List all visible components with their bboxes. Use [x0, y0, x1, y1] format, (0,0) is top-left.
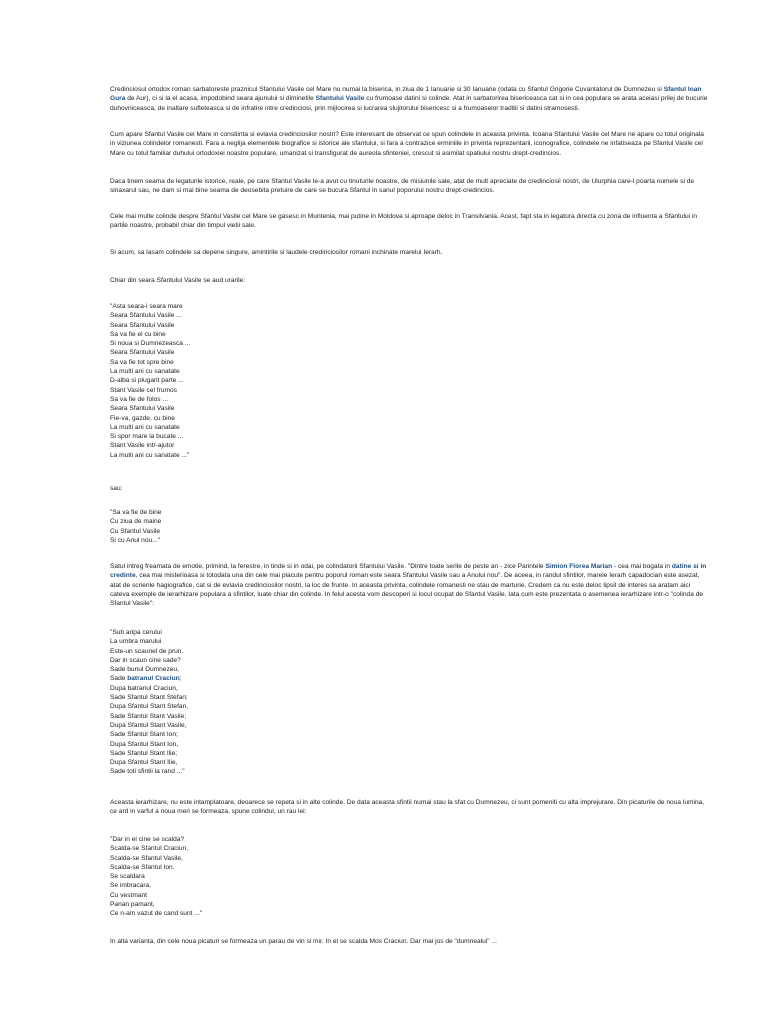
- poem-text: La multi ani cu sanatate: [110, 423, 180, 431]
- paragraph-legaturi: Daca tinem seama de legaturile istorice, reale, pe care Sfantul Vasile le-a avut cu tinuturile noastre, de misiunile sale, atat de mult apreciate de credinciosii nostri, de Ulurphia care-l poarta numele si de sinaxarul sau, ne dam si mai bine seama de deosebita pretuire de care se bucura Sfantul in sanul poporului nostru drept-credincios.: [110, 178, 695, 195]
- link-sfantului-vasile[interactable]: Sfantului Vasile: [315, 95, 365, 103]
- poem-line: [110, 758, 710, 767]
- poem-line: [110, 909, 710, 918]
- paragraph-intro: Credinciosul ortodox roman sarbatoreste praznicul Sfantului Vasile cel Mare nu numai la biserica, in ziua de 1 Ianuarie si 30 Ianuarie (odata cu Sfantul Grigorie Cuvantatorul de Dumnezeu si Sfantul Ioan Gura de Aur), ci si la el acasa, impodobind seara ajunului si diminetile Sfantului Vasile cu frumoase datini si colinde. Atat in sarbatorirea bisericeasca cat si in cea populara se arata aceiasi prilej de bucurie duhovniceasca, de inaltare sufleteasca si de infratire intre credinciosi, prin mijlocirea si lucrarea slujitorului bisericesc si a frumoaselor traditii si datini stramosesti.: [110, 86, 708, 112]
- poem-text: Sade toti sfintii la rand ...": [110, 768, 185, 776]
- poem-text: Dupa Sfantul Stant Stefan,: [110, 703, 189, 711]
- paragraph-satul: Satul intreg freamata de emotie, primind, la ferestre, in tinde si in odai, pe colindatorii Sfantului Vasile. "Dintre toate serile de peste an - zice Parintele Simion Florea Marian - cea mai bogata in datine si in credinte, cea mai misterioasa si totodata una din cele mai placute pentru poporul roman este seara Sfantului Vasile sau a Anului nou". De aceea, in randul sfintilor, marele Ierarh capadocian este asezat, atat de scrierile hagiografice, cat si de evlavia credinciosilor nostri, la loc de frunte. In aceasta privinta, colindele romanesti ne stau de marturie. Credem ca nu este deloc lipsit de interes sa aratam aici cateva exemple de ierarhizare populara a sfintilor, luate chiar din colinde. In felul acesta vom descoperi si locul ocupat de Sfantul Vasile. Iata cum este prezentata o asemenea ierarhizare intr-o "colinda de Sfantul Vasile":: [110, 563, 707, 608]
- poem-sa-va-fie: [110, 508, 710, 545]
- poem-text: Panan pamant,: [110, 901, 155, 909]
- poem-text: ;: [179, 675, 182, 683]
- poem-line: [110, 844, 710, 853]
- poem-text: Seara Sfantului Vasile: [110, 349, 175, 357]
- poem-text: La umbra marului: [110, 638, 162, 646]
- link-datine-si-credinte[interactable]: datine si in credinte: [110, 563, 707, 580]
- poem-text: Scalda-se Sfantul Vasile,: [110, 854, 183, 862]
- poem-text: "Sa va fie de bine: [110, 509, 162, 516]
- poem-text: Sa va fie tot spre bine: [110, 358, 174, 366]
- poem-line: [110, 414, 710, 423]
- poem-text: Sade Sfantul Stant Ion;: [110, 731, 178, 739]
- poem-text: Sade: [110, 675, 128, 683]
- poem-line: [110, 749, 710, 758]
- poem-line: [110, 721, 710, 730]
- poem-line: [110, 348, 710, 357]
- poem-text: Scalda-se Sfantul Craciun,: [110, 845, 189, 853]
- poem-line: [110, 441, 710, 450]
- paragraph-icoana: Cum apare Sfantul Vasile cel Mare in constiinta si evlavia credinciosilor nostri? Este interesant de observat ce spun colindele in aceasta privinta. Icoana Sfantului Vasile cel Mare ne apare cu totul originala in viziunea colindelor romanesti. Fara a neglija elementele biografice si istorice ale sfantului, si fara a contrazice erminiile in privinta reprezentarii, iconografice, colindele ne infatiseaza pe Sfantul Vasile cel Mare cu totul familiar duhului ortodoxiei noastre populare, umanizat si transfigurat de aureola sfinteniei, crescut si asimilat spatiului nostru drept-credincios.: [110, 131, 704, 157]
- poem-line: [110, 527, 710, 536]
- poem-text: Fie-va, gazde, cu bine: [110, 414, 175, 422]
- poem-line: [110, 900, 710, 909]
- poem-line: [110, 637, 710, 646]
- poem-text: Dupa Sfantul Stant Ilie,: [110, 759, 178, 767]
- poem-text: La multi ani cu sanatate: [110, 368, 180, 376]
- poem-text: Si noua si Dumnezeasca ...: [110, 340, 191, 348]
- poem-text: Seara Sfantului Vasile ...: [110, 312, 182, 320]
- poem-line: [110, 712, 710, 721]
- poem-line: [110, 358, 710, 367]
- poem-line: [110, 674, 710, 683]
- poem-line: [110, 665, 710, 674]
- poem-text: Stant Vasile intr-ajutor: [110, 442, 175, 450]
- poem-sub-aripa-cerului: [110, 628, 710, 777]
- poem-text: Si spor mare la bucate ...: [110, 433, 184, 441]
- poem-text: Se scaldara: [110, 873, 145, 881]
- poem-line: [110, 432, 710, 441]
- poem-text: Seara Sfantului Vasile: [110, 405, 175, 413]
- poem-text: Dupa Sfantul Stant Vasile,: [110, 721, 187, 729]
- poem-text: Ce n-am vazut de cand sunt ...": [110, 910, 203, 918]
- poem-text: "Asta seara-i seara mare: [110, 303, 183, 310]
- poem-line: [110, 693, 710, 702]
- poem-line: [110, 881, 710, 890]
- link-simion-florea-marian[interactable]: Simion Florea Marian: [545, 563, 613, 570]
- paragraph-urari-intro: Chiar din seara Sfantului Vasile se aud urarile:: [110, 277, 246, 284]
- poem-text: D-alba si plugarit parte ...: [110, 377, 184, 385]
- poem-line: [110, 508, 710, 517]
- poem-line: [110, 767, 710, 776]
- poem-text: Dupa Sfantul Stant Ion,: [110, 740, 179, 748]
- poem-line: [110, 891, 710, 900]
- poem-text: Sade bunul Dumnezeu,: [110, 666, 179, 674]
- poem-line: [110, 423, 710, 432]
- poem-line: [110, 321, 710, 330]
- poem-text: Sade Sfantul Stant Stefan;: [110, 694, 188, 702]
- poem-text: Sade Sfantul Stant Vasile;: [110, 712, 187, 720]
- poem-text: Dupa batranul Craciun,: [110, 684, 178, 692]
- poem-text: Sa va fie el cu bine: [110, 330, 166, 338]
- poem-line: [110, 835, 710, 844]
- poem-text: Sa va fie de folos ...: [110, 395, 168, 403]
- poem-text: Stant Vasile cel frumos: [110, 386, 177, 394]
- poem-line: [110, 628, 710, 637]
- paragraph-zone: Cele mai multe colinde despre Sfantul Vasile cel Mare se gasesc in Muntenia, mai putine in Moldova si aproape deloc in Transilvania. Acest, fapt sta in legatura directa cu zona de influenta a Sfantului in partile noastre, probabil chiar din timpul vietii sale.: [110, 213, 698, 230]
- poem-line: [110, 330, 710, 339]
- poem-line: [110, 404, 710, 413]
- poem-text: Cu Sfantul Vasile: [110, 527, 161, 535]
- paragraph-sau: sau:: [110, 485, 123, 492]
- poem-line: [110, 536, 710, 545]
- poem-line: [110, 367, 710, 376]
- link-in-poem[interactable]: batranul Craciun: [127, 675, 180, 683]
- poem-text: Dar in scaun cine sade?: [110, 656, 181, 664]
- paragraph-alta-varianta: In alta varianta, din cele noua picaturi se formeaza un parau de vin si mir. In el se scalda Mos Craciun. Dar mai jos de "dumnealui" ...: [110, 938, 497, 945]
- poem-line: [110, 854, 710, 863]
- poem-text: Si cu Anul nou...": [110, 536, 160, 544]
- poem-text: Scalda-se Sfantul Ion.: [110, 863, 175, 871]
- paragraph-ierarhizare: Aceasta ierarhizare, nu este intamplatoare, deoarece se repeta si in alte colinde. De data aceasta sfintii numai stau la sfat cu Dumnezeu, ci sunt pomeniti cu alta imprejurare. Din picaturile de noua lumina, ce ard in varful a noua meri se formeaza, spune colindul, un rau lei:: [110, 799, 705, 816]
- link-sfantul-ioan-gura[interactable]: Sfantul Ioan Gura: [110, 86, 702, 103]
- poem-asta-seara: [110, 302, 710, 460]
- poem-line: [110, 684, 710, 693]
- poem-text: Este-un scaunel de prun.: [110, 647, 184, 655]
- poem-line: [110, 386, 710, 395]
- poem-line: [110, 647, 710, 656]
- poem-dar-in-el: [110, 835, 710, 919]
- poem-line: [110, 395, 710, 404]
- poem-line: [110, 730, 710, 739]
- poem-line: [110, 376, 710, 385]
- poem-text: Cu ziua de maine: [110, 518, 162, 526]
- paragraph-si-acum: Si acum, sa lasam colindele sa depene singure, amintirile si laudele credinciosilor romani inchinate marelui Ierarh.: [110, 249, 443, 256]
- poem-line: [110, 740, 710, 749]
- poem-text: Seara Sfantului Vasile: [110, 321, 175, 329]
- poem-text: "Sub aripa cerului: [110, 629, 162, 636]
- poem-line: [110, 863, 710, 872]
- poem-line: [110, 311, 710, 320]
- poem-text: Sade Sfantul Stant Ilie;: [110, 749, 178, 757]
- poem-line: [110, 339, 710, 348]
- poem-line: [110, 517, 710, 526]
- poem-text: "Dar in el cine se scalda?: [110, 836, 185, 843]
- poem-text: La multi ani cu sanatate ...": [110, 451, 190, 459]
- poem-line: [110, 656, 710, 665]
- poem-line: [110, 872, 710, 881]
- poem-line: [110, 702, 710, 711]
- poem-text: Cu vestmant: [110, 891, 148, 899]
- poem-line: [110, 451, 710, 460]
- poem-line: [110, 302, 710, 311]
- poem-text: Se imbracara,: [110, 882, 152, 890]
